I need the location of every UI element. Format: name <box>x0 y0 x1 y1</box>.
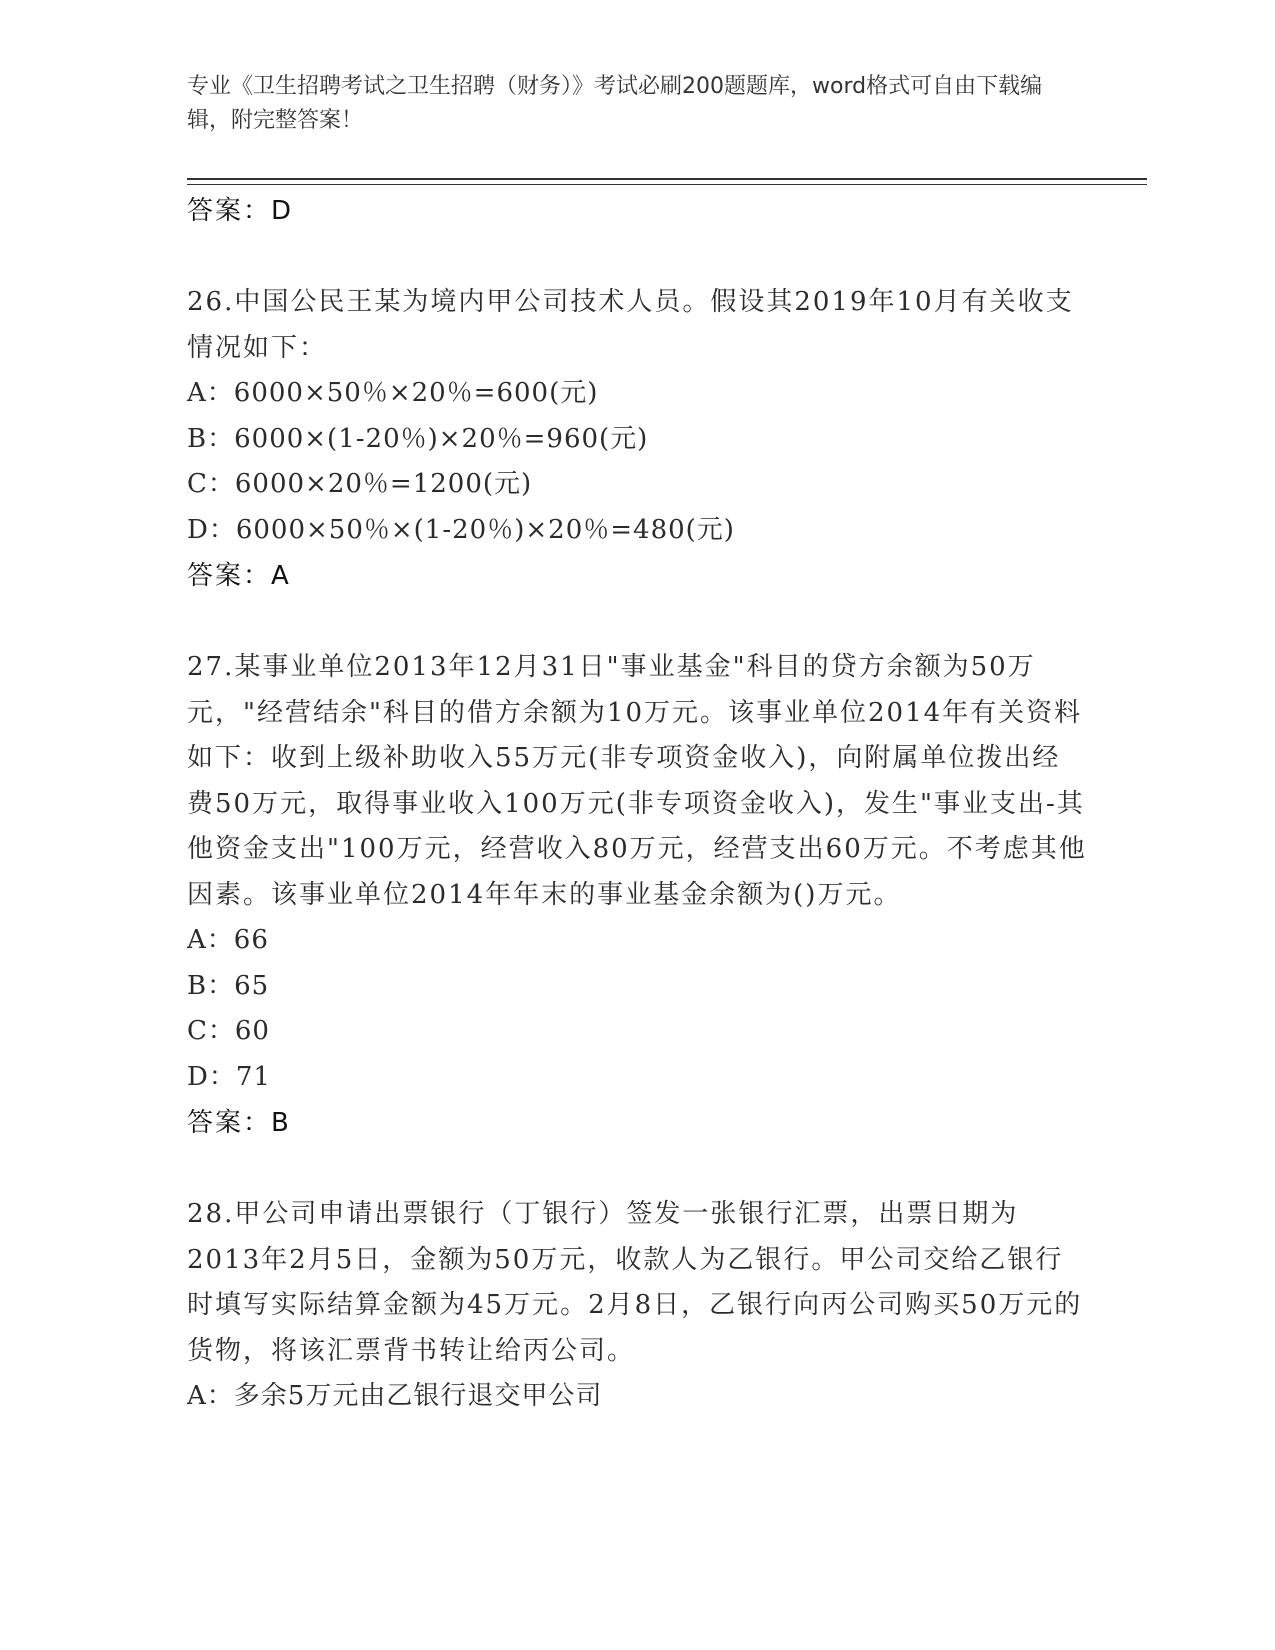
question-27-option-d: D：71 <box>187 1061 271 1092</box>
question-28-text: 28.甲公司申请出票银行（丁银行）签发一张银行汇票，出票日期为2013年2月5日，金额为50万元，收款人为乙银行。甲公司交给乙银行时填写实际结算金额为45万元。2月8日，乙银行向丙公司购买50万元的货物，将该汇票背书转让给丙公司。 <box>187 1199 1083 1366</box>
spacer <box>187 1146 1087 1192</box>
question-28 <box>187 1192 1087 1420</box>
answer-previous: 答案：D <box>187 196 294 226</box>
question-26-option-b: B：6000×(1-20％)×20％=960(元) <box>187 423 649 454</box>
question-27-option-c: C：60 <box>187 1016 270 1046</box>
question-26-text: 26.中国公民王某为境内甲公司技术人员。假设其2019年10月有关收支情况如下： <box>187 287 1074 363</box>
question-26 <box>187 280 1087 599</box>
question-26-option-c: C：6000×20％=1200(元) <box>187 469 533 499</box>
spacer <box>187 599 1087 645</box>
spacer <box>187 234 1087 280</box>
question-26-option-d: D：6000×50％×(1-20％)×20％=480(元) <box>187 514 735 545</box>
question-27-text: 27.某事业单位2013年12月31日"事业基金"科目的贷方余额为50万元，"经营结余"科目的借方余额为10万元。该事业单位2014年有关资料如下：收到上级补助收入55万元(非专项资金收入)，向附属单位拨出经费50万元，取得事业收入100万元(非专项资金收入)，发生"事业支出-其他资金支出"100万元，经营收入80万元，经营支出60万元。不考虑其他因素。该事业单位2014年年末的事业基金余额为()万元。 <box>187 652 1087 910</box>
answer-27: 答案：B <box>187 1108 291 1138</box>
question-27 <box>187 645 1087 1146</box>
document-body <box>187 188 1087 1420</box>
question-28-option-a: A：多余5万元由乙银行退交甲公司 <box>187 1381 603 1411</box>
question-26-option-a: A：6000×50％×20％=600(元) <box>187 378 599 408</box>
question-27-option-a: A：66 <box>187 925 269 955</box>
header-divider-thin <box>187 184 1147 185</box>
header-divider-thick <box>187 178 1147 180</box>
page-header: 专业《卫生招聘考试之卫生招聘（财务）》考试必刷200题题库，word格式可自由下载编辑，附完整答案！ <box>187 74 1043 133</box>
question-27-option-b: B：65 <box>187 970 270 1001</box>
answer-26: 答案：A <box>187 561 291 591</box>
